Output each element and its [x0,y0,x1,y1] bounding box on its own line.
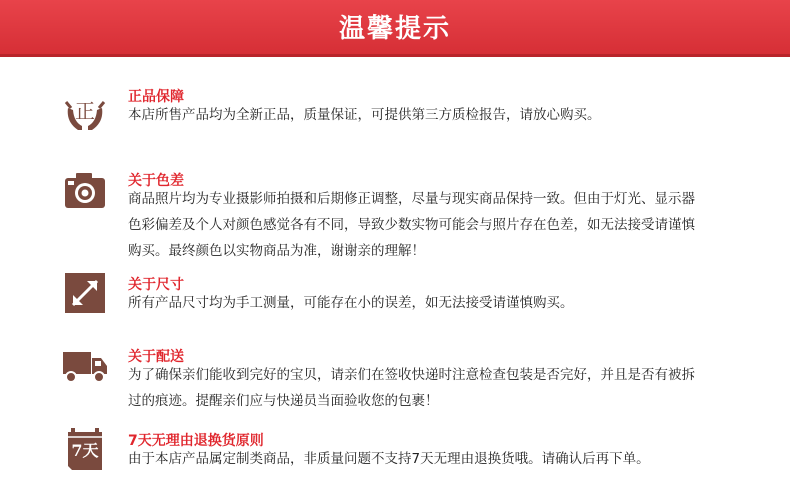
item-line: 为了确保亲们能收到完好的宝贝，请亲们在签收快递时注意检查包装是否完好，并且是否有被拆 [128,367,695,383]
item-line: 所有产品尺寸均为手工测量，可能存在小的误差，如无法接受请谨慎购买。 [128,295,574,311]
camera-icon [62,168,108,214]
svg-text:正: 正 [75,99,95,123]
banner-title: 温馨提示 [338,14,451,44]
item-title: 7天无理由退换货原则 [128,433,264,449]
item-title: 正品保障 [128,89,184,105]
item-line: 色彩偏差及个人对颜色感觉各有不同，导致少数实物可能会与照片存在色差，如无法接受请谨慎 [128,217,695,233]
item-text [128,102,768,128]
item-text [128,290,768,316]
item-line: 购买。最终颜色以实物商品为准，谢谢亲的理解！ [128,243,425,259]
item-line: 商品照片均为专业摄影师拍摄和后期修正调整，尽量与现实商品保持一致。但由于灯光、显示器 [128,191,695,207]
calendar-label: 7天 [71,441,99,460]
header-banner [0,0,790,57]
item-text [128,446,768,472]
item-title: 关于配送 [128,349,184,365]
item-line: 过的痕迹。提醒亲们应与快递员当面验收您的包裹！ [128,393,439,409]
item-line: 本店所售产品均为全新正品，质量保证，可提供第三方质检报告，请放心购买。 [128,107,601,123]
genuine-hands-icon [62,88,108,134]
item-title: 关于尺寸 [128,277,184,293]
item-text [128,362,768,414]
item-text [128,186,768,264]
resize-arrow-icon [62,270,108,316]
item-line: 由于本店产品属定制类商品，非质量问题不支持7天无理由退换货哦。请确认后再下单。 [128,451,650,467]
item-title: 关于色差 [128,173,184,189]
calendar-7-days-icon [62,426,108,472]
truck-icon [62,344,108,390]
